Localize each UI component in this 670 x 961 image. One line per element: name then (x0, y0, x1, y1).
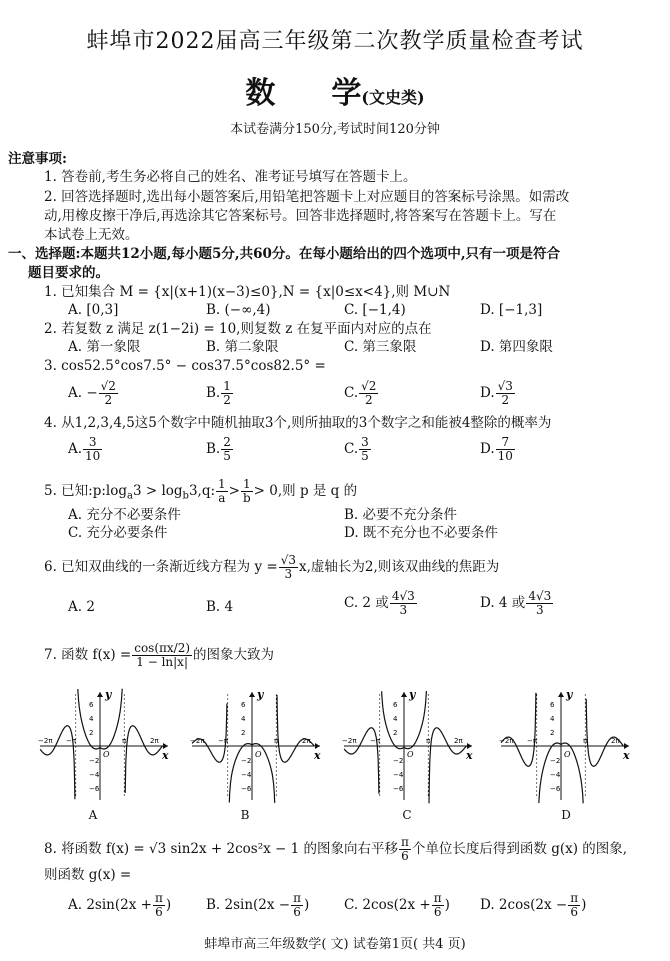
q6-stem-post: x,虚轴长为2,则该双曲线的焦距为 (298, 559, 500, 575)
q7-graph-b-x-label: x (314, 749, 321, 762)
q3-option-b (206, 380, 234, 407)
q6-stem-pre: 6. 已知双曲线的一条渐近线方程为 y = (44, 559, 278, 575)
q7-graph-c-x-tick: −π (370, 737, 381, 745)
q4-d-den: 10 (497, 449, 513, 463)
q7-graph-c-x-label: x (466, 749, 473, 762)
q3-option-c (344, 380, 379, 407)
q7-graph-d-y-tick: 2 (550, 729, 555, 737)
q3-c-num: √2 (361, 379, 377, 393)
q7-graph-d-y-tick: 4 (550, 715, 555, 723)
q6-option-c (344, 590, 418, 617)
q6-stem (44, 554, 499, 581)
q7-graph-b-origin: O (255, 750, 262, 759)
q4-option-a (68, 436, 103, 463)
q4-option-d (480, 436, 516, 463)
q1-option-a: A. [0,3] (68, 302, 119, 318)
section-1-heading (8, 245, 560, 263)
q2-option-a: A. 第一象限 (68, 339, 141, 355)
q6-c-num: 4√3 (391, 589, 415, 603)
q6-f-num: √3 (280, 553, 296, 567)
q8-shift-fraction (399, 836, 411, 863)
q3-option-d (480, 380, 516, 407)
q7-stem (44, 642, 274, 669)
q7-graph-a-curve (125, 726, 162, 793)
q5-fraction-2 (241, 478, 253, 505)
q7-graph-c-y-tick: 4 (393, 715, 398, 723)
exam-title: 蚌埠市2022届高三年级第二次教学质量检查考试 (86, 29, 584, 54)
q7-graph-d-y-tick: −2 (550, 757, 561, 765)
q5-sub-b: b (182, 490, 189, 502)
q7-graph-a-x-tick: 2π (150, 737, 159, 745)
q7-graph-d-x-tick: π (583, 737, 588, 745)
q4-a-fraction (83, 436, 102, 463)
q6-d-fraction (526, 590, 553, 617)
q7-graph-c-x-tick: π (426, 737, 431, 745)
q7-graph-c-y-label: y (409, 688, 416, 701)
q7-graph-c-y-tick: −2 (393, 757, 404, 765)
q7-f-num: cos(πx/2) (134, 641, 191, 655)
q7-graph-d-x-tick: −π (527, 737, 538, 745)
q5-option-c: C. 充分必要条件 (68, 525, 168, 541)
q7-graph-d-y-tick: −6 (550, 785, 561, 793)
q8-b-prefix: B. 2sin(2x − (206, 897, 291, 913)
q8-c-den: 6 (433, 905, 442, 919)
q5-stem-gt: > (228, 483, 240, 499)
q8-c-fraction (432, 892, 444, 919)
q7-graph-b-y-tick: 4 (241, 715, 246, 723)
q7-graph-d-x-label: x (623, 749, 630, 762)
q3-b-den: 2 (223, 393, 231, 407)
q5-option-b: B. 必要不充分条件 (344, 507, 458, 523)
q7-f-den: 1 − ln|x| (136, 655, 188, 669)
q7-graph-d-origin: O (564, 750, 571, 759)
q8-d-num: π (570, 891, 579, 905)
q7-graph-d-curve (586, 699, 623, 766)
q8-shift-num: π (401, 835, 409, 849)
q5-f1-num: 1 (218, 477, 226, 491)
q7-graph-a-y-tick: −4 (89, 771, 100, 779)
q3-stem: 3. cos52.5°cos7.5° − cos37.5°cos82.5° = (44, 358, 326, 374)
q7-graph-b-y-tick: −6 (241, 785, 252, 793)
q7-graph-b-y-label: y (257, 688, 264, 701)
section-1-rules-line-2: 题目要求的。 (28, 265, 109, 281)
q7-graph-a-y-arrow (97, 692, 103, 697)
q7-graph-d-y-label: y (566, 688, 573, 701)
q7-graph-label-c: C (402, 808, 412, 822)
q8-stem-pre: 8. 将函数 f(x) = √3 sin2x + 2cos²x − 1 的图象向右平移 (44, 841, 399, 857)
q1-option-c: C. [−1,4) (344, 302, 406, 318)
q7-graph-a (36, 686, 174, 804)
q7-graph-c-y-arrow (401, 692, 407, 697)
q8-d-fraction (568, 892, 580, 919)
q8-a-num: π (154, 891, 163, 905)
q7-graph-label-a: A (88, 808, 98, 822)
section-1-label: 一、选择题: (8, 246, 81, 262)
q6-option-a: A. 2 (68, 599, 95, 615)
q4-b-fraction (221, 436, 233, 463)
q8-d-den: 6 (570, 905, 578, 919)
q5-stem-mid1: 3 > log (132, 483, 183, 499)
q7-graph-a-x-tick: −π (66, 737, 77, 745)
q5-stem (44, 478, 357, 506)
q7-graph-label-b: B (240, 808, 250, 822)
q8-stem-line-2: 则函数 g(x) = (44, 867, 132, 883)
q8-d-prefix: D. 2cos(2x − (480, 897, 568, 913)
q7-graph-c-x-tick: −2π (342, 737, 357, 745)
q8-a-den: 6 (155, 905, 163, 919)
q6-d-den: 3 (535, 603, 544, 617)
q7-graph-d-y-tick: −4 (550, 771, 561, 779)
section-1-rules-line-1: 本题共12小题,每小题5分,共60分。在每小题给出的四个选项中,只有一项是符合 (80, 246, 561, 262)
q5-option-d: D. 既不充分也不必要条件 (344, 525, 498, 541)
q7-stem-pre: 7. 函数 f(x) = (44, 647, 132, 663)
q6-c-fraction (390, 590, 417, 617)
q7-graph-b-y-tick: 2 (241, 729, 246, 737)
q7-graph-b-curve (277, 695, 314, 762)
q1-stem: 1. 已知集合 M = {x|(x+1)(x−3)≤0},N = {x|0≤x<4},则 M∪N (44, 284, 451, 300)
q1-option-b: B. (−∞,4) (206, 302, 271, 318)
q4-b-num: 2 (223, 435, 231, 449)
q7-graph-b-y-tick: 6 (241, 701, 246, 709)
q4-d-num: 7 (496, 436, 515, 450)
q8-option-d (480, 892, 586, 919)
q5-stem-mid2: 3,q: (188, 483, 216, 499)
q4-c-num: 3 (361, 435, 369, 449)
q2-option-d: D. 第四象限 (480, 339, 553, 355)
q3-d-prefix: D. (480, 385, 495, 401)
q3-c-fraction (359, 380, 378, 407)
q7-graph-b-x-tick: −π (218, 737, 229, 745)
q3-a-num: √2 (100, 379, 116, 393)
q5-f2-den: b (242, 491, 251, 505)
q7-graph-b-x-tick: π (274, 737, 279, 745)
q2-option-c: C. 第三象限 (344, 339, 417, 355)
q7-graph-a-y-label: y (105, 688, 112, 701)
q5-stem-post: > 0,则 p 是 q 的 (253, 483, 358, 499)
q3-b-prefix: B. (206, 385, 221, 401)
q7-graph-c-x-tick: 2π (454, 737, 463, 745)
q4-a-num: 3 (83, 436, 102, 450)
q3-b-fraction (221, 380, 233, 407)
q3-d-fraction (496, 380, 515, 407)
q7-graph-d-curve (501, 693, 536, 767)
q7-graph-a-y-tick: −2 (89, 757, 100, 765)
q7-graph-c-y-tick: −6 (393, 785, 404, 793)
q4-d-prefix: D. (480, 441, 495, 457)
q2-option-b: B. 第二象限 (206, 339, 279, 355)
q8-b-den: 6 (293, 905, 301, 919)
q8-c-num: π (433, 891, 442, 905)
q1-option-d: D. [−1,3] (480, 302, 543, 318)
page-footer: 蚌埠市高三年级数学( 文) 试卷第1页( 共4 页) (204, 937, 466, 952)
q6-option-b: B. 4 (206, 599, 234, 615)
q3-c-den: 2 (364, 393, 373, 407)
note-item-2-line-2: 动,用橡皮擦干净后,再选涂其它答案标号。回答非选择题时,将答案写在答题卡上。写在 (44, 208, 557, 224)
q7-graph-d-x-tick: −2π (499, 737, 514, 745)
q8-c-close: ) (444, 897, 450, 913)
q7-graph-a-y-tick: 4 (89, 715, 94, 723)
subject-char-2: 学 (331, 76, 362, 111)
q3-b-num: 1 (223, 379, 231, 393)
q4-option-c (344, 436, 372, 463)
q5-option-a: A. 充分不必要条件 (68, 507, 181, 523)
q7-graph-b-y-tick: −4 (241, 771, 252, 779)
q8-option-b (206, 892, 309, 919)
q7-graph-label-d: D (561, 808, 571, 822)
q8-option-a (68, 892, 171, 919)
q7-graph-b-curve (192, 704, 227, 763)
note-item-1: 1. 答卷前,考生务必将自己的姓名、准考证号填写在答题卡上。 (44, 169, 417, 185)
q8-stem-line-1 (44, 836, 627, 863)
q7-graph-b-y-tick: −2 (241, 757, 252, 765)
q8-a-fraction (153, 892, 165, 919)
q3-a-prefix: A. − (68, 385, 98, 401)
q4-a-prefix: A. (68, 441, 83, 457)
q8-d-close: ) (581, 897, 587, 913)
q7-graph-a-x-tick: −2π (38, 737, 53, 745)
q7-graph-c-y-tick: −4 (393, 771, 404, 779)
q6-c-den: 3 (399, 603, 408, 617)
q7-graph-b-x-tick: −2π (190, 737, 205, 745)
q7-graph-d-y-arrow (558, 692, 564, 697)
note-item-2-line-3: 本试卷上无效。 (44, 227, 139, 243)
q5-sub-a: a (127, 490, 133, 502)
q8-stem-post: 个单位长度后得到函数 g(x) 的图象, (411, 841, 628, 857)
q8-b-close: ) (304, 897, 310, 913)
q4-d-fraction (496, 436, 515, 463)
q8-a-prefix: A. 2sin(2x + (68, 897, 152, 913)
q6-f-den: 3 (284, 567, 293, 581)
q7-stem-post: 的图象大致为 (193, 647, 275, 663)
q7-graph-b-x-tick: 2π (302, 737, 311, 745)
q3-c-prefix: C. (344, 385, 359, 401)
q7-graph-a-y-tick: 6 (89, 701, 94, 709)
q7-graph-c-y-tick: 6 (393, 701, 398, 709)
notes-heading: 注意事项: (8, 151, 67, 167)
q3-a-den: 2 (104, 393, 113, 407)
q6-option-d (480, 590, 554, 617)
q7-graph-a-y-tick: −6 (89, 785, 100, 793)
q7-graph-a-x-tick: π (122, 737, 127, 745)
q3-option-a (68, 380, 119, 407)
q7-fraction (132, 642, 192, 669)
q4-c-den: 5 (361, 449, 369, 463)
q3-d-num: √3 (497, 379, 513, 393)
q5-f1-den: a (218, 491, 226, 505)
q7-graph-a-origin: O (103, 750, 110, 759)
q3-a-fraction (99, 380, 118, 407)
q7-graph-d (497, 686, 635, 804)
q5-f2-num: 1 (241, 478, 253, 492)
q7-graph-b-y-arrow (249, 692, 255, 697)
exam-info: 本试卷满分150分,考试时间120分钟 (230, 122, 440, 137)
note-item-2-line-1: 2. 回答选择题时,选出每小题答案后,用铅笔把答题卡上对应题目的答案标号涂黑。如需改 (44, 189, 570, 205)
q4-c-prefix: C. (344, 441, 359, 457)
q7-graph-d-y-tick: 6 (550, 701, 555, 709)
q4-b-prefix: B. (206, 441, 221, 457)
q5-fraction-1 (216, 478, 228, 505)
q4-a-den: 10 (85, 449, 101, 463)
q8-c-prefix: C. 2cos(2x + (344, 897, 431, 913)
q6-d-prefix: D. 4 或 (480, 595, 526, 611)
q7-graph-a-x-label: x (162, 749, 169, 762)
q7-graph-c-origin: O (407, 750, 414, 759)
subject-type: (文史类) (361, 88, 425, 107)
q8-option-c (344, 892, 450, 919)
q3-d-den: 2 (501, 393, 510, 407)
q6-c-prefix: C. 2 或 (344, 595, 389, 611)
q8-b-num: π (293, 891, 301, 905)
q7-graph-d-x-tick: 2π (611, 737, 620, 745)
q8-a-close: ) (165, 897, 172, 913)
subject-heading (0, 68, 670, 112)
q7-graph-a-y-tick: 2 (89, 729, 94, 737)
q7-graph-c (340, 686, 478, 804)
q2-stem: 2. 若复数 z 满足 z(1−2i) = 10,则复数 z 在复平面内对应的点在 (44, 321, 432, 337)
q8-shift-den: 6 (401, 849, 409, 863)
q4-c-fraction (359, 436, 371, 463)
q4-stem: 4. 从1,2,3,4,5这5个数字中随机抽取3个,则所抽取的3个数字之和能被4整除的概率为 (44, 415, 552, 431)
q4-b-den: 5 (223, 449, 231, 463)
q6-d-num: 4√3 (528, 589, 552, 603)
q7-graph-b (188, 686, 326, 804)
q4-option-b (206, 436, 234, 463)
subject-char-1: 数 (245, 76, 282, 111)
q5-stem-pre: 5. 已知:p:log (44, 483, 127, 499)
q8-b-fraction (291, 892, 303, 919)
q6-fraction (279, 554, 298, 581)
q7-graph-c-y-tick: 2 (393, 729, 398, 737)
